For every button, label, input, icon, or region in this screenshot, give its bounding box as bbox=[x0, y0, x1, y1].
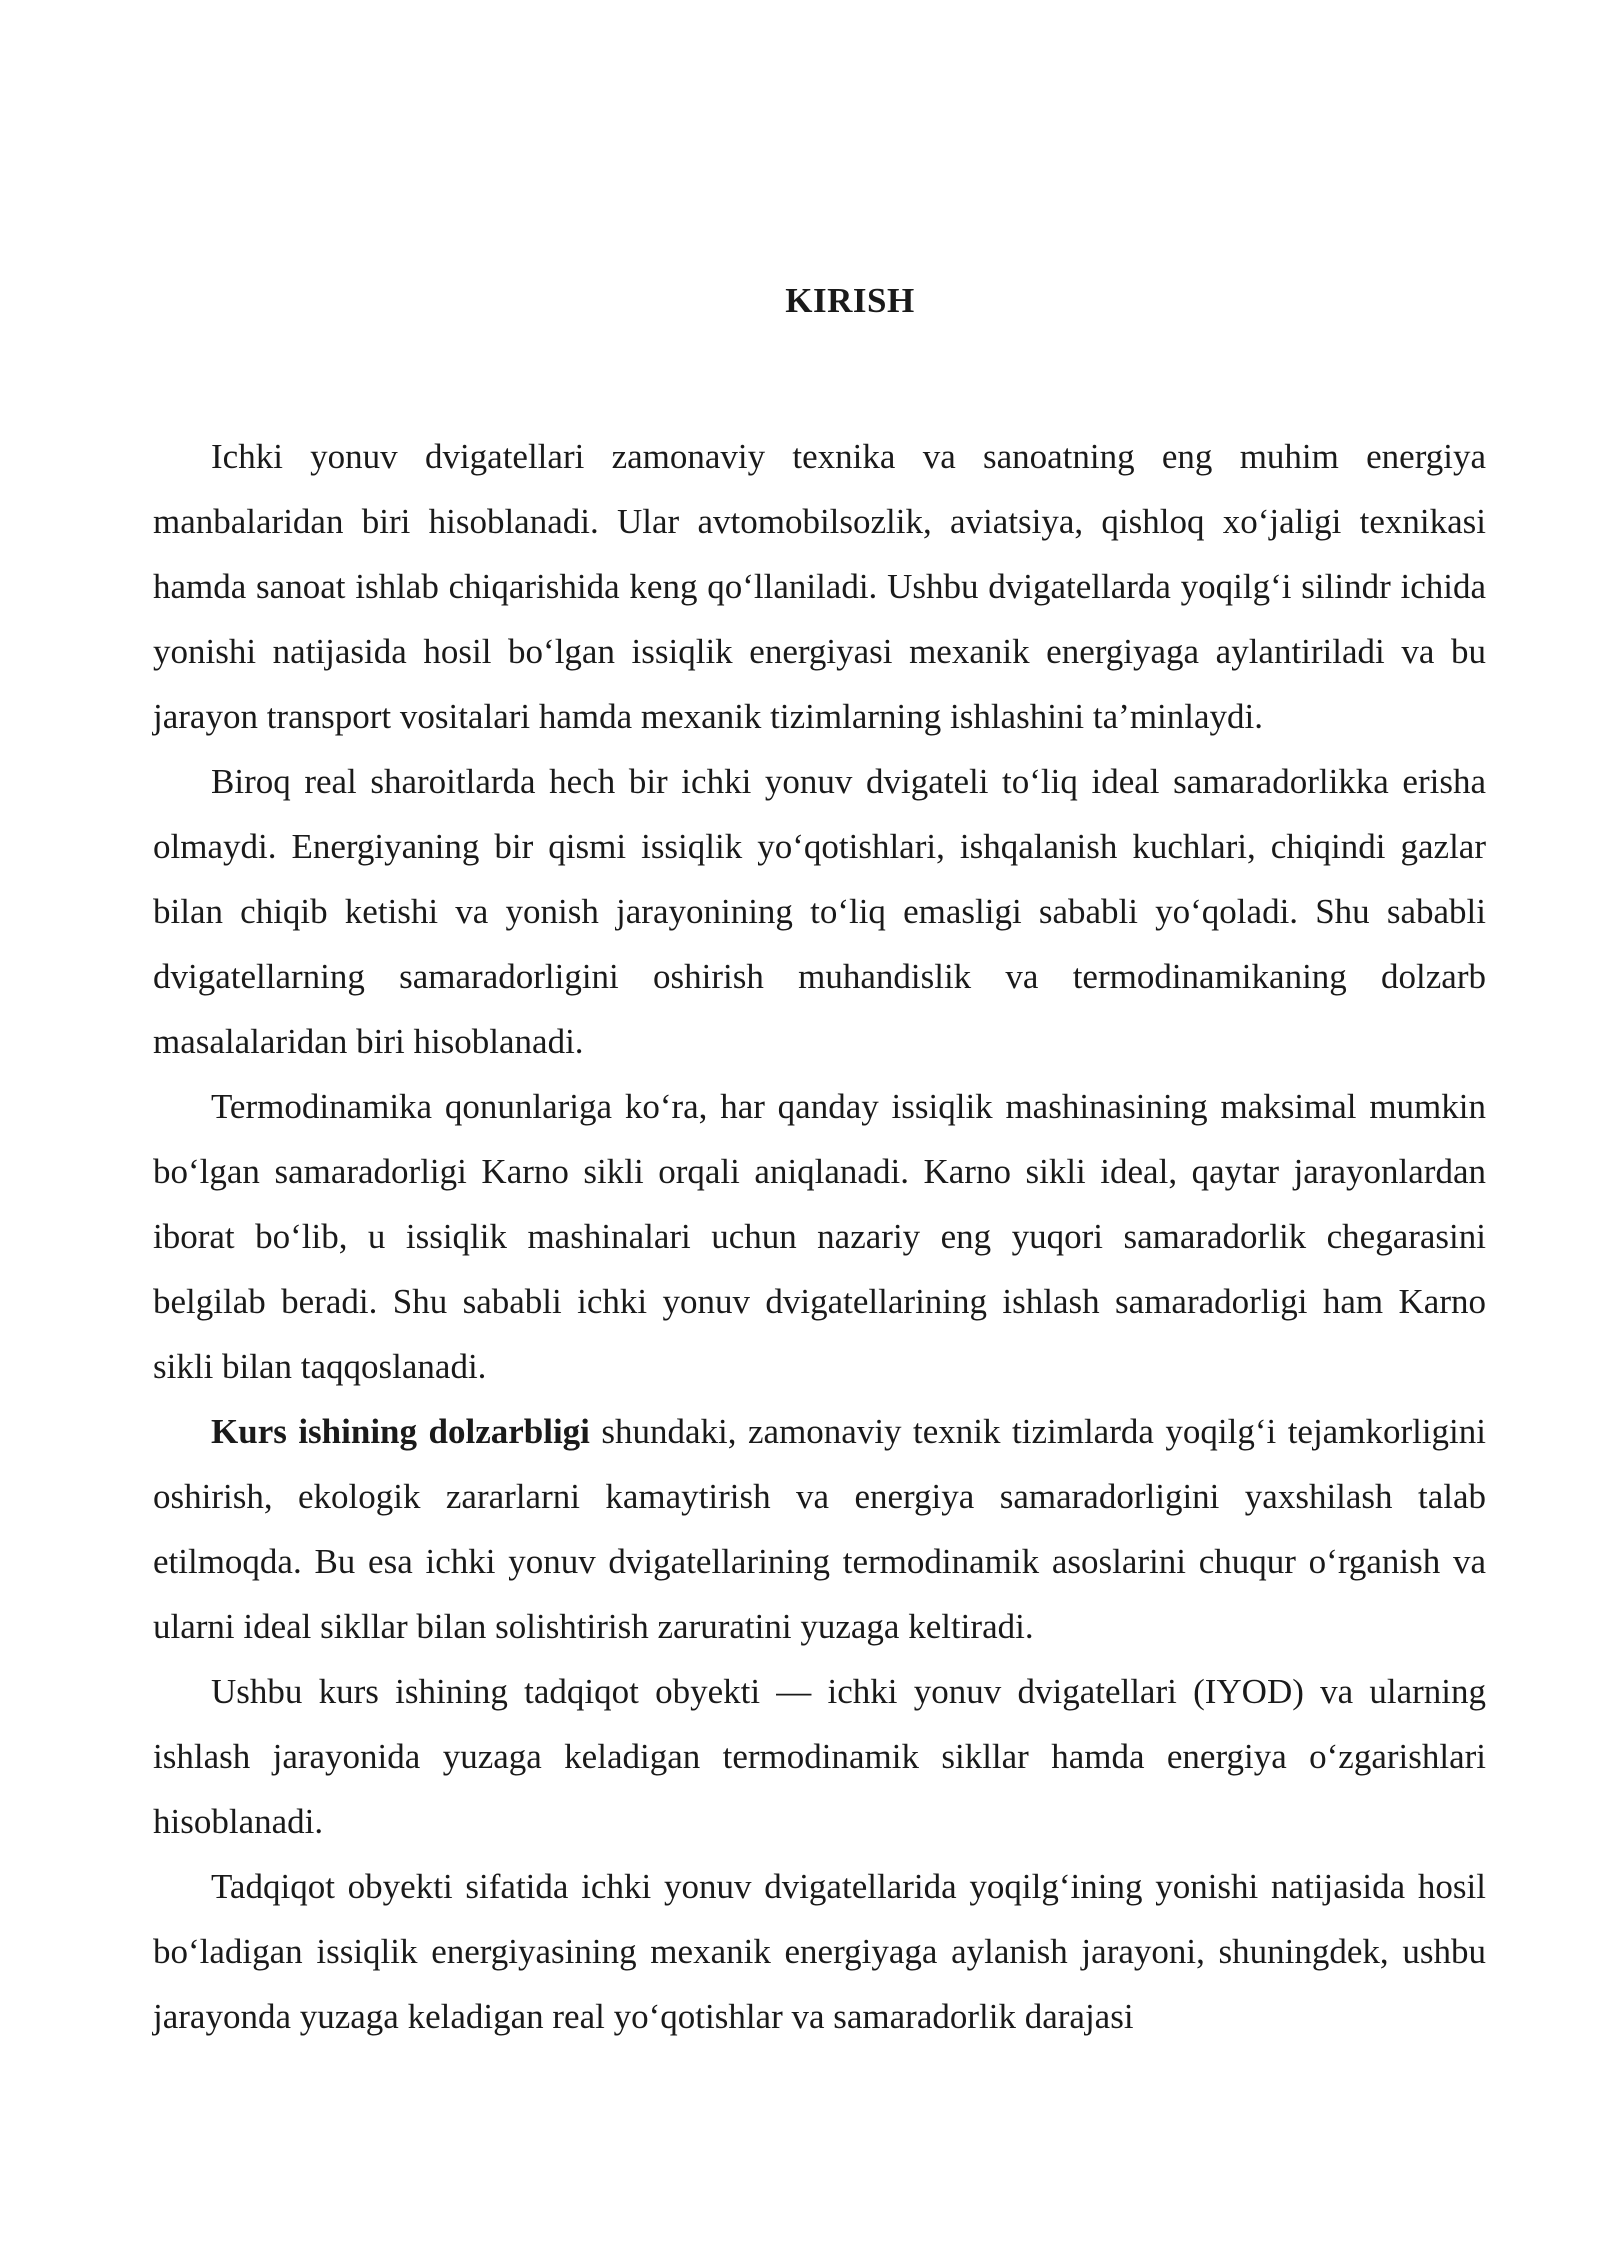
paragraph-lead-bold: Kurs ishining dolzarbligi bbox=[211, 1412, 590, 1451]
paragraph-text: Termodinamika qonunlariga ko‘ra, har qanday issiqlik mashinasining maksimal mumkin bo‘lgan samaradorligi Karno sikli orqali aniqlanadi. Karno sikli ideal, qaytar jarayonlardan iborat bo‘lib, u issiqlik mashinalari uchun nazariy eng yuqori samaradorlik chegarasini belgilab beradi. Shu sababli ichki yonuv dvigatellarining ishlash samaradorligi ham Karno sikli bilan taqqoslanadi. bbox=[153, 1087, 1486, 1386]
paragraph-3 bbox=[153, 1074, 1486, 1399]
paragraph-2 bbox=[153, 749, 1486, 1074]
paragraph-text: Ichki yonuv dvigatellari zamonaviy texnika va sanoatning eng muhim energiya manbalaridan biri hisoblanadi. Ular avtomobilsozlik, aviatsiya, qishloq xo‘jaligi texnikasi hamda sanoat ishlab chiqarishida keng qo‘llaniladi. Ushbu dvigatellarda yoqilg‘i silindr ichida yonishi natijasida hosil bo‘lgan issiqlik energiyasi mexanik energiyaga aylantiriladi va bu jarayon transport vositalari hamda mexanik tizimlarning ishlashini ta’minlaydi. bbox=[153, 437, 1486, 736]
paragraph-text: shundaki, zamonaviy texnik tizimlarda yoqilg‘i tejamkorligini oshirish, ekologik zararlarni kamaytirish va energiya samaradorligini yaxshilash talab etilmoqda. Bu esa ichki yonuv dvigatellarining termodinamik asoslarini chuqur o‘rganish va ularni ideal sikllar bilan solishtirish zaruratini yuzaga keltiradi. bbox=[153, 1412, 1486, 1646]
paragraph-6 bbox=[153, 1854, 1486, 2049]
paragraph-text: Tadqiqot obyekti sifatida ichki yonuv dvigatellarida yoqilg‘ining yonishi natijasida hosil bo‘ladigan issiqlik energiyasining mexanik energiyaga aylanish jarayoni, shuningdek, ushbu jarayonda yuzaga keladigan real yo‘qotishlar va samaradorlik darajasi bbox=[153, 1867, 1486, 2036]
page-title: KIRISH bbox=[785, 281, 915, 321]
paragraph-text: Biroq real sharoitlarda hech bir ichki yonuv dvigateli to‘liq ideal samaradorlikka erisha olmaydi. Energiyaning bir qismi issiqlik yo‘qotishlari, ishqalanish kuchlari, chiqindi gazlar bilan chiqib ketishi va yonish jarayonining to‘liq emasligi sababli yo‘qoladi. Shu sababli dvigatellarning samaradorligini oshirish muhandislik va termodinamikaning dolzarb masalalaridan biri hisoblanadi. bbox=[153, 762, 1486, 1061]
paragraph-4 bbox=[153, 1399, 1486, 1659]
paragraph-5 bbox=[153, 1659, 1486, 1854]
paragraph-1 bbox=[153, 424, 1486, 749]
paragraph-text: Ushbu kurs ishining tadqiqot obyekti — ichki yonuv dvigatellari (IYOD) va ularning ishlash jarayonida yuzaga keladigan termodinamik sikllar hamda energiya o‘zgarishlari hisoblanadi. bbox=[153, 1672, 1486, 1841]
body-text bbox=[153, 424, 1486, 2049]
